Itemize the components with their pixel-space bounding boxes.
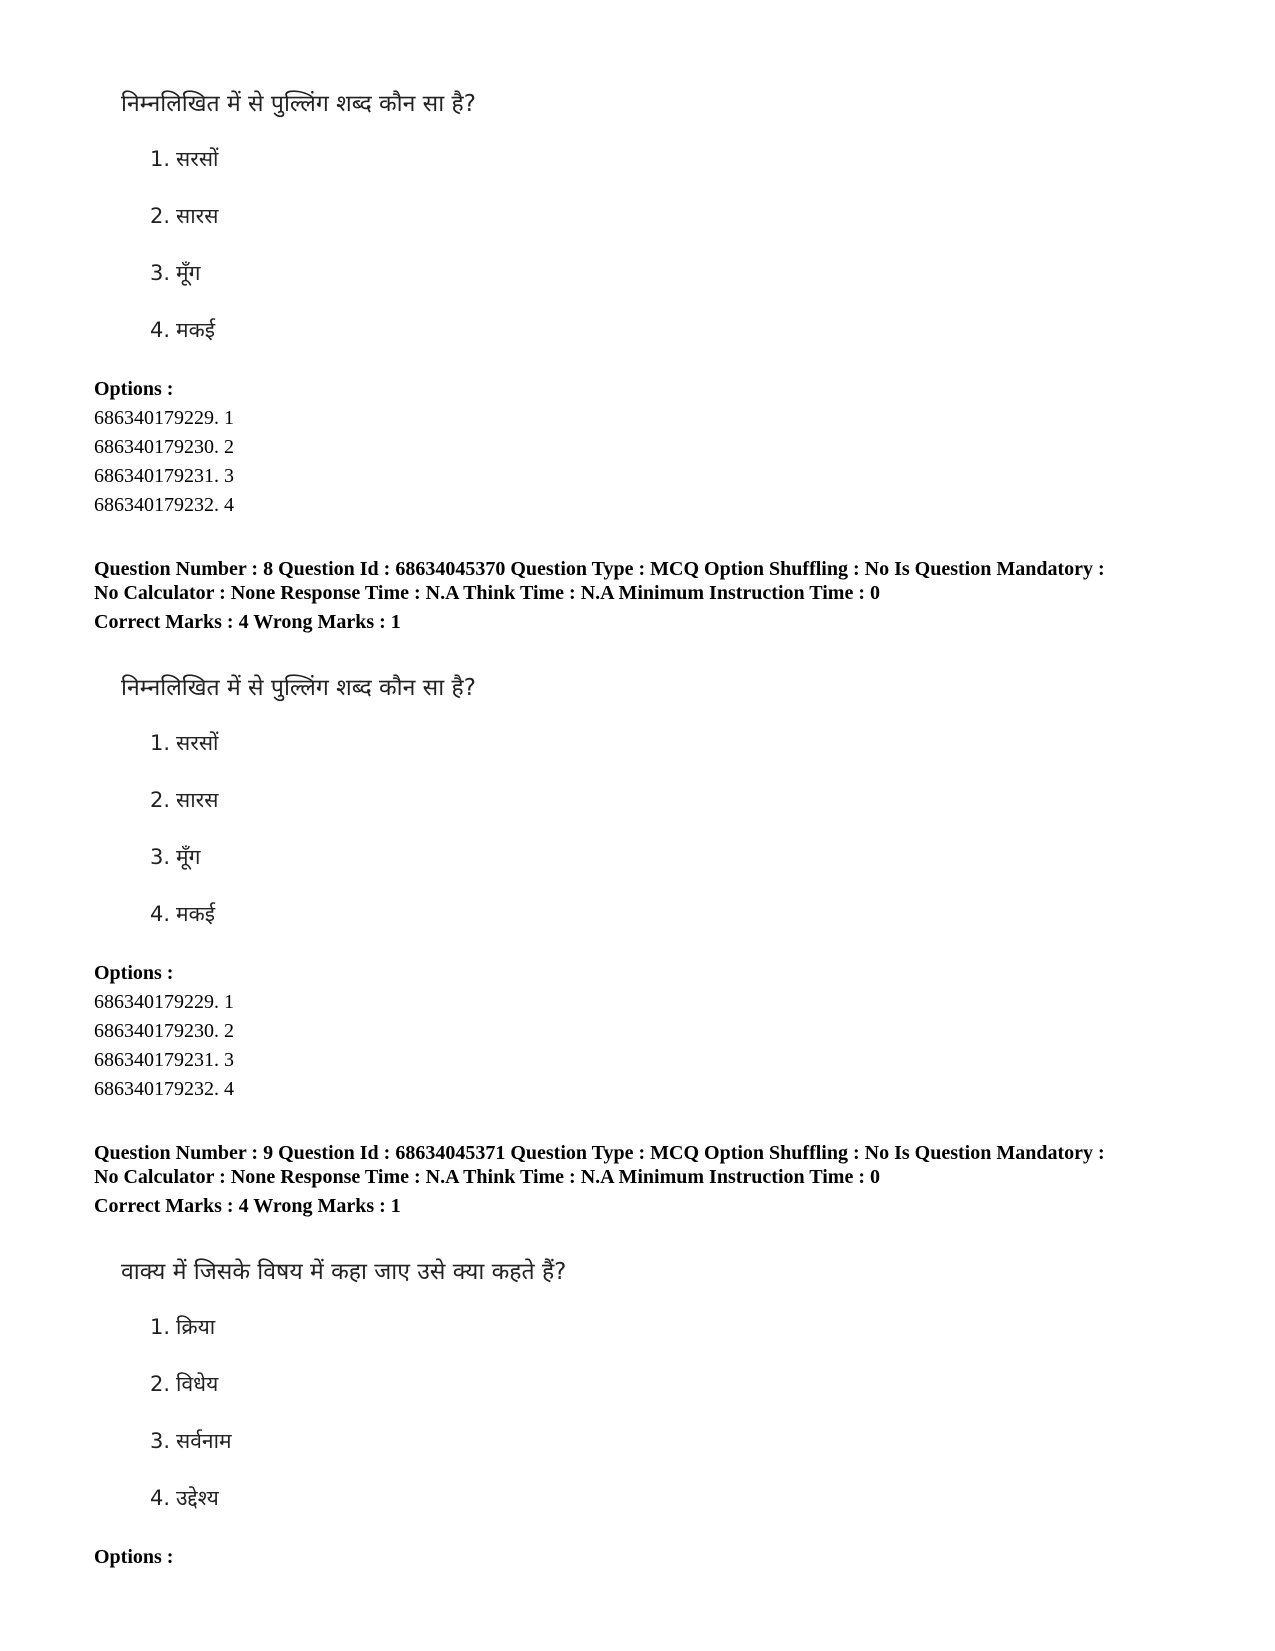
question-marks: Correct Marks : 4 Wrong Marks : 1	[94, 1195, 401, 1217]
question-text: निम्नलिखित में से पुल्लिंग शब्द कौन सा है?	[121, 675, 476, 701]
question-meta-line: No Calculator : None Response Time : N.A Think Time : N.A Minimum Instruction Time : 0	[94, 1166, 880, 1188]
choice-item: 1. सरसों	[150, 731, 219, 755]
question-meta-line: No Calculator : None Response Time : N.A Think Time : N.A Minimum Instruction Time : 0	[94, 582, 880, 604]
options-label: Options :	[94, 378, 174, 400]
options-label: Options :	[94, 962, 174, 984]
choice-item: 3. मूँग	[150, 261, 201, 285]
option-id: 686340179232. 4	[94, 1078, 234, 1100]
question-meta-line: Question Number : 9 Question Id : 68634045371 Question Type : MCQ Option Shuffling : No Is Question Mandatory :	[94, 1142, 1105, 1164]
question-meta-line: Question Number : 8 Question Id : 68634045370 Question Type : MCQ Option Shuffling : No Is Question Mandatory :	[94, 558, 1105, 580]
option-id: 686340179230. 2	[94, 1020, 234, 1042]
question-text: निम्नलिखित में से पुल्लिंग शब्द कौन सा है?	[121, 91, 476, 117]
choice-item: 4. मकई	[150, 318, 216, 342]
option-id: 686340179231. 3	[94, 465, 234, 487]
choice-item: 4. मकई	[150, 902, 216, 926]
options-label: Options :	[94, 1546, 174, 1568]
choice-item: 3. मूँग	[150, 845, 201, 869]
choice-item: 1. क्रिया	[150, 1315, 216, 1339]
choice-item: 3. सर्वनाम	[150, 1429, 232, 1453]
option-id: 686340179229. 1	[94, 407, 234, 429]
option-id: 686340179230. 2	[94, 436, 234, 458]
choice-item: 4. उद्देश्य	[150, 1486, 219, 1510]
choice-item: 2. सारस	[150, 204, 219, 228]
question-marks: Correct Marks : 4 Wrong Marks : 1	[94, 611, 401, 633]
question-text: वाक्य में जिसके विषय में कहा जाए उसे क्या कहते हैं?	[121, 1259, 567, 1285]
choice-item: 1. सरसों	[150, 147, 219, 171]
option-id: 686340179232. 4	[94, 494, 234, 516]
option-id: 686340179231. 3	[94, 1049, 234, 1071]
option-id: 686340179229. 1	[94, 991, 234, 1013]
choice-item: 2. सारस	[150, 788, 219, 812]
choice-item: 2. विधेय	[150, 1372, 219, 1396]
